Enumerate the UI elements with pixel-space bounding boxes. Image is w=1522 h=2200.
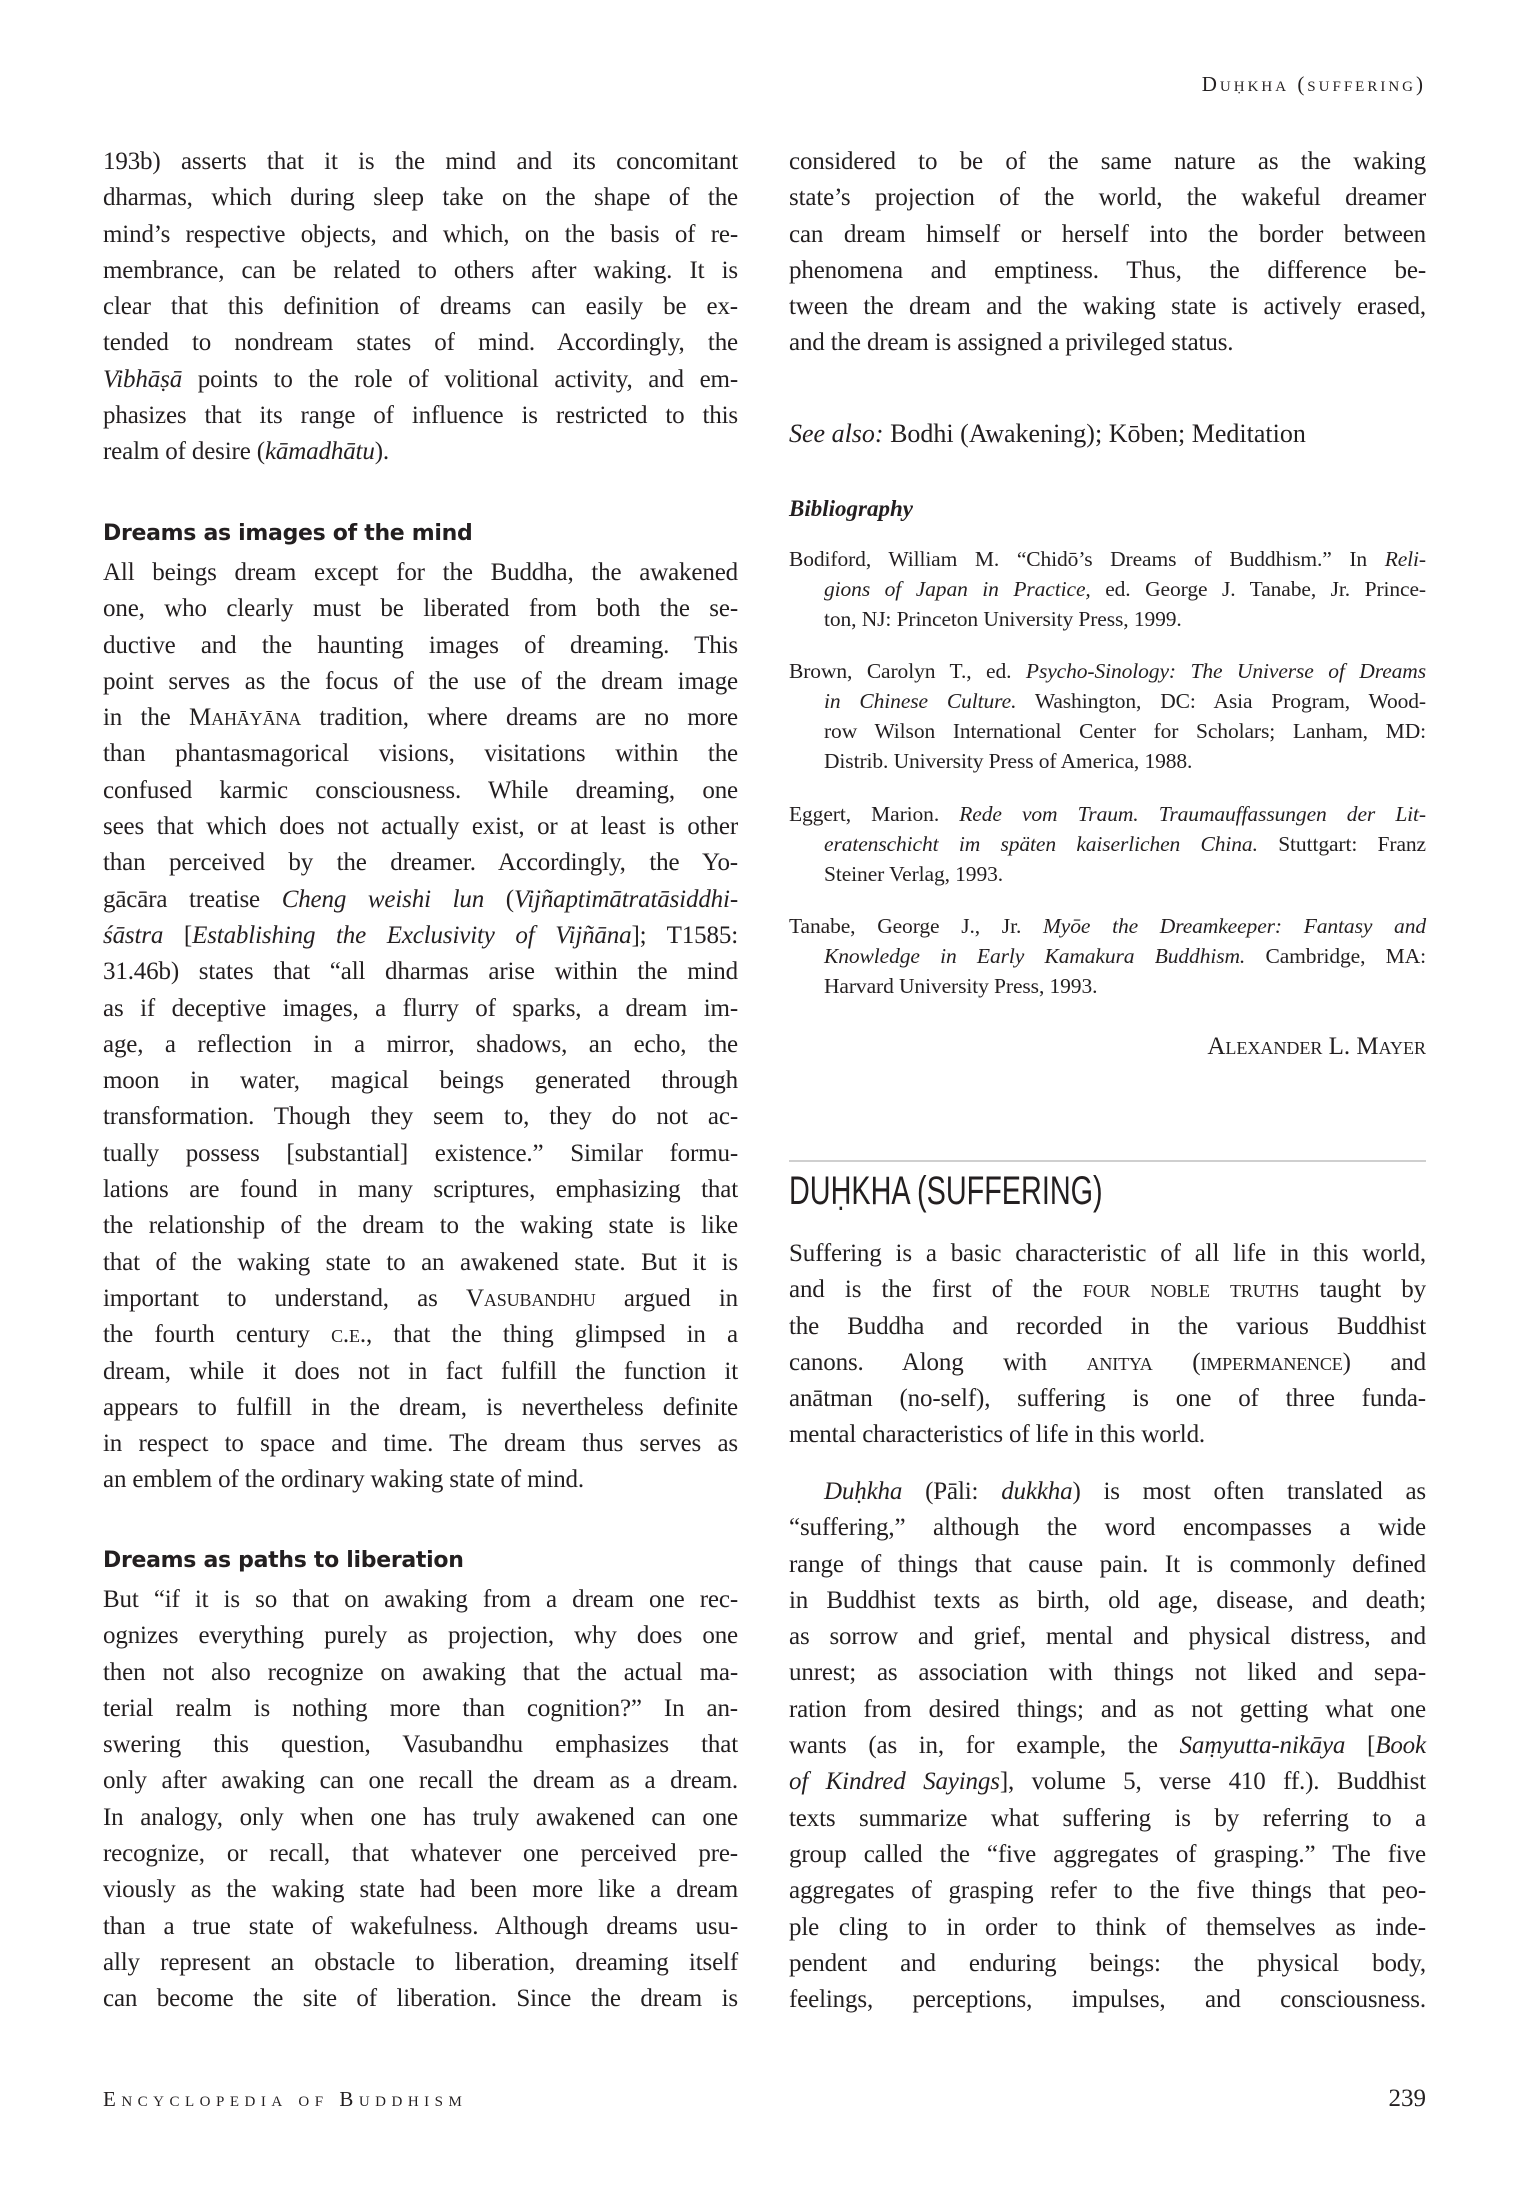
text-line — [789, 574, 1426, 604]
text-run: as if deceptive images, a flurry of sparks, a dream im- — [103, 994, 738, 1022]
text-run: Harvard University Press, 1993. — [824, 974, 1098, 998]
page-number: 239 — [1388, 2085, 1426, 2112]
text-run: in Buddhist texts as birth, old age, disease, and death; — [789, 1586, 1426, 1614]
text-run: group called the “five aggregates of grasping.” The five — [789, 1840, 1426, 1868]
text-line — [103, 918, 738, 954]
see-also-link-meditation[interactable]: Meditation — [1191, 419, 1306, 448]
paragraph-suffering-intro — [789, 1236, 1426, 1454]
text-run: In analogy, only when one has truly awakened can one — [103, 1803, 738, 1831]
text-line — [103, 289, 738, 325]
text-line — [103, 1872, 738, 1908]
text-run: Suffering is a basic characteristic of all life in this world, — [789, 1240, 1426, 1267]
text-run: phasizes that its range of influence is restricted to this — [103, 402, 738, 430]
bibliography-entry — [789, 656, 1426, 776]
text-line — [103, 1691, 738, 1727]
text-line — [103, 325, 738, 361]
text-run: in the — [103, 704, 190, 732]
text-line — [103, 882, 738, 918]
text-line — [103, 555, 738, 591]
text-run: ( — [484, 885, 514, 913]
text-line — [789, 180, 1426, 216]
text-line — [789, 1728, 1426, 1764]
text-line — [103, 1981, 738, 2017]
footer-book-title: Encyclopedia of Buddhism — [103, 2087, 468, 2111]
bibliography-entry — [789, 799, 1426, 889]
text-run: only after awaking can one recall the dream as a dream. — [103, 1767, 738, 1795]
text-run: lations are found in many scriptures, emphasizing that — [103, 1176, 738, 1204]
italic-text: in Chinese Culture. — [824, 689, 1017, 713]
text-run: sees that which does not actually exist, or at least is other — [103, 813, 738, 841]
text-line — [103, 1836, 738, 1872]
text-run: important to understand, as — [103, 1284, 467, 1312]
text-line — [789, 656, 1426, 686]
text-run: than phantasmagorical visions, visitations within the — [103, 740, 738, 768]
text-run: wants (as in, for example, the — [789, 1732, 1180, 1760]
text-run: Steiner Verlag, 1993. — [824, 862, 1004, 886]
text-run: But “if it is so that on awaking from a dream one rec- — [103, 1586, 738, 1613]
text-run: as sorrow and grief, mental and physical distress, and — [789, 1623, 1426, 1651]
text-line — [789, 829, 1426, 859]
text-run: the fourth century — [103, 1321, 332, 1349]
text-run: ) is most often translated as — [1072, 1478, 1426, 1505]
text-run: range of things that cause pain. It is commonly defined — [789, 1550, 1426, 1578]
text-line — [789, 1309, 1426, 1345]
text-line — [103, 1582, 738, 1618]
text-run: moon in water, magical beings generated through — [103, 1067, 738, 1095]
text-line — [103, 1390, 738, 1426]
bibliography-entry — [789, 544, 1426, 634]
text-run: tended to nondream states of mind. Accordingly, the — [103, 329, 738, 357]
text-run: canons. Along with — [789, 1348, 1087, 1376]
text-line — [103, 217, 738, 253]
text-line — [789, 1982, 1426, 2018]
text-run: and the dream is assigned a privileged status. — [789, 329, 1234, 357]
text-run: transformation. Though they seem to, they do not ac- — [103, 1103, 738, 1131]
text-line — [103, 253, 738, 289]
text-line — [103, 809, 738, 845]
text-run: Eggert, Marion. — [789, 802, 960, 826]
text-run: can become the site of liberation. Since the dream is — [103, 1985, 738, 2013]
text-line — [103, 1245, 738, 1281]
text-line — [103, 736, 738, 772]
text-run: texts summarize what suffering is by referring to a — [789, 1804, 1426, 1832]
text-line — [103, 1763, 738, 1799]
italic-text: śāstra — [103, 921, 164, 949]
text-run: in respect to space and time. The dream thus serves as — [103, 1430, 738, 1458]
text-line — [103, 434, 738, 470]
entry-divider — [789, 1160, 1426, 1162]
text-run: All beings dream except for the Buddha, the awakened — [103, 559, 738, 586]
text-run: unrest; as association with things not liked and sepa- — [789, 1659, 1426, 1687]
text-line — [789, 217, 1426, 253]
text-run: considered to be of the same nature as the waking — [789, 148, 1426, 175]
text-run: [ — [163, 921, 193, 949]
text-run: Washington, DC: Asia Program, Wood- — [1016, 689, 1426, 713]
italic-text: Establishing the Exclusivity of Vijñāna — [192, 921, 632, 949]
text-line — [789, 1873, 1426, 1909]
italic-text: Knowledge in Early Kamakura Buddhism. — [824, 944, 1246, 968]
text-line — [789, 1272, 1426, 1308]
text-run: mind’s respective objects, and which, on the basis of re- — [103, 220, 738, 248]
text-run: Cambridge, MA: — [1245, 944, 1426, 968]
section-heading-paths-to-liberation: Dreams as paths to liberation — [103, 1548, 464, 1573]
text-run: Stuttgart: Franz — [1257, 832, 1426, 856]
text-line — [789, 544, 1426, 574]
section-heading-images-of-mind: Dreams as images of the mind — [103, 521, 473, 546]
text-line — [789, 1655, 1426, 1691]
see-also-label: See also: — [789, 419, 884, 448]
separator: ; — [1094, 419, 1109, 448]
text-run: an emblem of the ordinary waking state of mind. — [103, 1466, 585, 1494]
text-run: ton, NJ: Princeton University Press, 1999. — [824, 607, 1182, 631]
text-run: mental characteristics of life in this world. — [789, 1421, 1206, 1449]
text-run: ). — [374, 438, 389, 466]
text-line — [103, 144, 738, 180]
see-also-link-koben[interactable]: Kōben — [1108, 419, 1179, 448]
text-line — [789, 604, 1426, 634]
italic-text: dukkha — [1001, 1478, 1073, 1505]
text-line — [103, 845, 738, 881]
text-run: ]; T1585: — [631, 921, 738, 949]
text-line — [789, 1692, 1426, 1728]
text-line — [103, 628, 738, 664]
text-line — [789, 1236, 1426, 1272]
text-line — [789, 686, 1426, 716]
text-line — [789, 1946, 1426, 1982]
text-line — [789, 859, 1426, 889]
text-run: argued in — [595, 1284, 739, 1312]
text-line — [103, 1655, 738, 1691]
text-run: ductive and the haunting images of dreaming. This — [103, 631, 738, 659]
text-run: taught by — [1299, 1276, 1426, 1304]
italic-text: Rede vom Traum. Traumauffassungen der Lit- — [959, 802, 1426, 826]
text-run: then not also recognize on awaking that the actual ma- — [103, 1658, 738, 1686]
italic-text: Vijñaptimātratāsiddhi- — [513, 885, 738, 913]
text-run: pendent and enduring beings: the physical body, — [789, 1949, 1426, 1977]
text-line — [789, 144, 1426, 180]
text-line — [103, 398, 738, 434]
text-run: ed. George J. Tanabe, Jr. Prince- — [1090, 577, 1426, 601]
text-run: and — [1350, 1348, 1427, 1376]
text-run: 193b) asserts that it is the mind and its concomitant — [103, 148, 738, 175]
text-run: and is the first of the — [789, 1276, 1083, 1304]
text-line — [103, 1727, 738, 1763]
text-run: dharmas, which during sleep take on the shape of the — [103, 184, 738, 212]
text-line — [789, 1801, 1426, 1837]
text-line — [103, 1136, 738, 1172]
text-run: that of the waking state to an awakened state. But it is — [103, 1248, 738, 1276]
small-caps-term: Mahāyāna — [189, 704, 302, 732]
see-also — [789, 416, 1426, 452]
paragraph-dream-continued — [789, 144, 1426, 362]
text-run: realm of desire ( — [103, 438, 265, 466]
text-line — [789, 971, 1426, 1001]
text-run: ally represent an obstacle to liberation, dreaming itself — [103, 1948, 738, 1976]
text-run: Bodiford, William M. “Chidō’s Dreams of Buddhism.” In — [789, 547, 1385, 571]
text-line — [789, 1417, 1426, 1453]
text-line — [789, 1583, 1426, 1619]
text-line — [103, 700, 738, 736]
text-run: terial realm is nothing more than cognition?” In an- — [103, 1694, 738, 1722]
bibliography-entry — [789, 911, 1426, 1001]
text-run: appears to fulfill in the dream, is nevertheless definite — [103, 1393, 738, 1421]
text-run: row Wilson International Center for Scholars; Lanham, MD: — [824, 719, 1426, 743]
text-line — [789, 941, 1426, 971]
italic-text: Book — [1375, 1732, 1426, 1760]
text-run: aggregates of grasping refer to the five things that peo- — [789, 1877, 1426, 1905]
text-run: ple cling to in order to think of themselves as inde- — [789, 1913, 1426, 1941]
italic-text: Vibhāṣā — [103, 365, 183, 393]
text-line — [103, 1618, 738, 1654]
text-run: tradition, where dreams are no more — [301, 704, 738, 732]
text-line — [103, 1426, 738, 1462]
text-line — [103, 1172, 738, 1208]
paragraph-images-of-mind — [103, 555, 738, 1499]
text-run: phenomena and emptiness. Thus, the difference be- — [789, 256, 1426, 284]
italic-text: kāmadhātu — [264, 438, 375, 466]
article-author: Alexander L. Mayer — [1207, 1033, 1426, 1060]
text-run: the Buddha and recorded in the various Buddhist — [789, 1312, 1426, 1340]
text-run: can dream himself or herself into the border between — [789, 220, 1426, 248]
text-line — [789, 1510, 1426, 1546]
italic-text: Myōe the Dreamkeeper: Fantasy and — [1042, 914, 1426, 938]
text-run: tually possess [substantial] existence.” Similar formu- — [103, 1139, 738, 1167]
text-run: recognize, or recall, that whatever one perceived pre- — [103, 1840, 738, 1868]
text-line — [789, 1764, 1426, 1800]
text-line — [103, 1945, 738, 1981]
text-run: anātman (no-self), suffering is one of three funda- — [789, 1385, 1426, 1413]
text-run: point serves as the focus of the use of the dream image — [103, 667, 738, 695]
italic-text: Reli- — [1384, 547, 1426, 571]
see-also-link-bodhi[interactable]: Bodhi (Awakening) — [890, 419, 1095, 448]
text-run: swering this question, Vasubandhu emphasizes that — [103, 1731, 738, 1759]
text-line — [103, 180, 738, 216]
italic-text: eratenschicht im späten kaiserlichen China. — [824, 832, 1258, 856]
text-run: Distrib. University Press of America, 1988. — [824, 749, 1193, 773]
text-line — [789, 716, 1426, 746]
text-run: ], volume 5, verse 410 ff.). Buddhist — [999, 1768, 1426, 1796]
small-caps-term: four noble truths — [1082, 1276, 1300, 1304]
text-run: points to the role of volitional activity, and em- — [182, 365, 738, 393]
text-line — [789, 325, 1426, 361]
small-caps-term: c.e. — [331, 1321, 366, 1349]
text-line — [103, 1027, 738, 1063]
text-run: membrance, can be related to others after waking. It is — [103, 256, 738, 284]
text-line — [789, 911, 1426, 941]
italic-text: Psycho-Sinology: The Universe of Dreams — [1025, 659, 1426, 683]
entry-title: DUḤKHA (SUFFERING) — [789, 1169, 1103, 1213]
text-line — [789, 799, 1426, 829]
text-line — [789, 1474, 1426, 1510]
text-run: state’s projection of the world, the wakeful dreamer — [789, 184, 1426, 212]
text-line — [103, 1208, 738, 1244]
italic-text: Saṃyutta-nikāya — [1179, 1732, 1346, 1760]
text-run: “suffering,” although the word encompasses a wide — [789, 1514, 1426, 1542]
italic-text: gions of Japan in Practice, — [824, 577, 1091, 601]
text-run: dream, while it does not in fact fulfill the function it — [103, 1357, 738, 1385]
paragraph-duhkha-definition — [789, 1474, 1426, 2018]
text-run: 31.46b) states that “all dharmas arise within the mind — [103, 958, 738, 986]
separator: ; — [1178, 419, 1192, 448]
text-line — [103, 1063, 738, 1099]
text-line — [789, 1910, 1426, 1946]
text-line — [103, 1462, 738, 1498]
paragraph-vibhasa — [103, 144, 738, 471]
running-header: Duḥkha (suffering) — [1201, 72, 1426, 96]
text-run: , that the thing glimpsed in a — [365, 1321, 738, 1349]
text-line — [789, 746, 1426, 776]
italic-text: of Kindred Sayings — [789, 1768, 1000, 1796]
text-line — [103, 362, 738, 398]
text-line — [103, 773, 738, 809]
bibliography-heading: Bibliography — [789, 496, 913, 521]
text-run: Brown, Carolyn T., ed. — [789, 659, 1026, 683]
text-run: gācāra treatise — [103, 885, 282, 913]
text-run: age, a reflection in a mirror, shadows, an echo, the — [103, 1030, 738, 1058]
text-run: viously as the waking state had been more like a dream — [103, 1876, 738, 1904]
text-line — [103, 954, 738, 990]
text-line — [103, 1317, 738, 1353]
text-line — [789, 289, 1426, 325]
text-line — [103, 1281, 738, 1317]
text-run: than a true state of wakefulness. Although dreams usu- — [103, 1912, 738, 1940]
text-run: [ — [1345, 1732, 1376, 1760]
small-caps-term: anitya (impermanence) — [1086, 1348, 1351, 1376]
text-line — [789, 1837, 1426, 1873]
text-run: (Pāli: — [902, 1478, 1002, 1505]
italic-text: Cheng weishi lun — [281, 885, 485, 913]
small-caps-term: Vasubandhu — [466, 1284, 596, 1312]
text-line — [103, 991, 738, 1027]
text-line — [103, 1099, 738, 1135]
text-line — [103, 1354, 738, 1390]
text-line — [789, 1381, 1426, 1417]
text-run: one, who clearly must be liberated from both the se- — [103, 595, 738, 623]
text-run: Tanabe, George J., Jr. — [789, 914, 1043, 938]
italic-text: Duḥkha — [824, 1478, 903, 1505]
text-run: than perceived by the dreamer. Accordingly, the Yo- — [103, 849, 738, 877]
text-run: tween the dream and the waking state is actively erased, — [789, 293, 1426, 321]
text-run: confused karmic consciousness. While dreaming, one — [103, 776, 738, 804]
text-line — [789, 1619, 1426, 1655]
text-line — [103, 664, 738, 700]
text-run: ration from desired things; and as not getting what one — [789, 1695, 1426, 1723]
text-line — [103, 591, 738, 627]
text-run: clear that this definition of dreams can easily be ex- — [103, 293, 738, 321]
text-line — [103, 1909, 738, 1945]
text-line — [789, 253, 1426, 289]
text-run: feelings, perceptions, impulses, and consciousness. — [789, 1986, 1426, 2014]
paragraph-paths-to-liberation — [103, 1582, 738, 2018]
text-line — [103, 1800, 738, 1836]
text-run: the relationship of the dream to the waking state is like — [103, 1212, 738, 1240]
text-line — [789, 1345, 1426, 1381]
text-line — [789, 1547, 1426, 1583]
text-run: ognizes everything purely as projection, why does one — [103, 1622, 738, 1650]
